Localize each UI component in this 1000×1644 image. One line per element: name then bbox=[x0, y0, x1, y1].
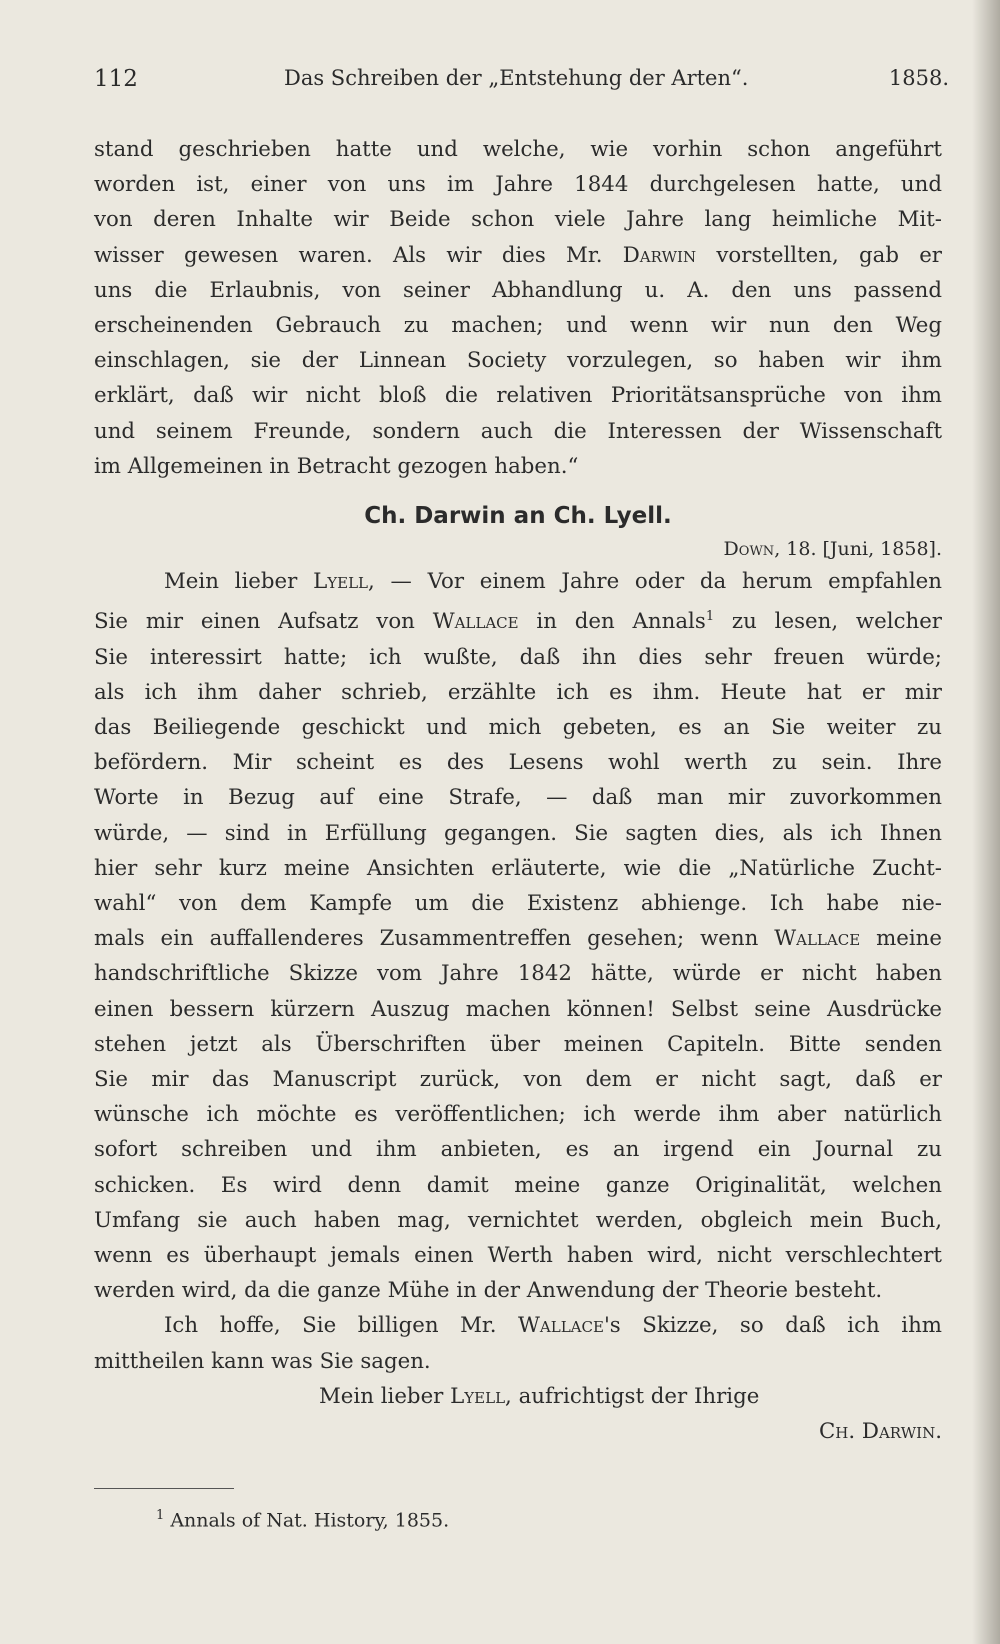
text-line: und seinem Freunde, sondern auch die Interessen der Wissenschaft bbox=[94, 418, 942, 444]
page-edge-shadow bbox=[972, 0, 1000, 1644]
text-line: handschriftliche Skizze vom Jahre 1842 hätte, würde er nicht haben bbox=[94, 961, 942, 987]
running-header bbox=[94, 66, 949, 96]
text-line: im Allgemeinen in Betracht gezogen haben.“ bbox=[94, 453, 579, 479]
footnote-ref: 1 bbox=[705, 609, 715, 625]
letter-dateline: Down, 18. [Juni, 1858]. bbox=[723, 538, 942, 561]
text-line: von deren Inhalte wir Beide schon viele Jahre lang heimliche Mit- bbox=[94, 207, 942, 233]
text-line: das Beiliegende geschickt und mich gebeten, es an Sie weiter zu bbox=[94, 714, 942, 740]
text-line: als ich ihm daher schrieb, erzählte ich es ihm. Heute hat er mir bbox=[94, 679, 942, 705]
text-line: Umfang sie auch haben mag, vernichtet werden, obgleich mein Buch, bbox=[94, 1207, 942, 1233]
text-line: hier sehr kurz meine Ansichten erläuterte, wie die „Natürliche Zucht- bbox=[94, 855, 942, 881]
text-line: werden wird, da die ganze Mühe in der Anwendung der Theorie besteht. bbox=[94, 1278, 883, 1304]
text-line: einen bessern kürzern Auszug machen können! Selbst seine Ausdrücke bbox=[94, 996, 942, 1022]
text-line: Sie mir das Manuscript zurück, von dem er nicht sagt, daß er bbox=[94, 1066, 942, 1092]
letter-heading: Ch. Darwin an Ch. Lyell. bbox=[364, 503, 672, 530]
text-line: Sie interessirt hatte; ich wußte, daß ihn dies sehr freuen würde; bbox=[94, 644, 942, 670]
text-line: uns die Erlaubnis, von seiner Abhandlung u. A. den uns passend bbox=[94, 277, 942, 303]
text-line: erscheinenden Gebrauch zu machen; und wenn wir nun den Weg bbox=[94, 313, 942, 339]
text-line: sofort schreiben und ihm anbieten, es an irgend ein Journal zu bbox=[94, 1137, 942, 1163]
letter-signature: Ch. Darwin. bbox=[818, 1419, 942, 1444]
footnote-mark: 1 bbox=[156, 1508, 165, 1523]
text-line: erklärt, daß wir nicht bloß die relativen Prioritätsansprüche von ihm bbox=[94, 383, 942, 409]
running-title: Das Schreiben der „Entstehung der Arten“. bbox=[284, 66, 749, 90]
name-lyell: Lyell bbox=[313, 569, 369, 595]
text-line: worden ist, einer von uns im Jahre 1844 durchgelesen hatte, und bbox=[94, 172, 942, 198]
text-line: wahl“ von dem Kampfe um die Existenz abhienge. Ich habe nie- bbox=[94, 890, 942, 916]
header-year: 1858. bbox=[888, 66, 949, 90]
text-line: mittheilen kann was Sie sagen. bbox=[94, 1348, 431, 1374]
name-wallace: Wallace bbox=[774, 926, 861, 952]
footnote: $^1$ Annals of Nat. History, 1855. bbox=[156, 1508, 450, 1532]
footnote-rule bbox=[94, 1488, 234, 1489]
body-text bbox=[94, 132, 942, 1449]
text-line: mals ein auffallenderes Zusammentreffen gesehen; wenn Wallace meine bbox=[94, 926, 942, 952]
letter-closing: Mein lieber Lyell, aufrichtigst der Ihrige bbox=[319, 1383, 760, 1409]
text-line: Worte in Bezug auf eine Strafe, — daß man mir zuvorkommen bbox=[94, 785, 942, 811]
text-line: würde, — sind in Erfüllung gegangen. Sie sagten dies, als ich Ihnen bbox=[94, 820, 942, 846]
text-line: schicken. Es wird denn damit meine ganze Originalität, welchen bbox=[94, 1172, 942, 1198]
text-line: stand geschrieben hatte und welche, wie vorhin schon angeführt bbox=[94, 137, 942, 162]
text-line: stehen jetzt als Überschriften über meinen Capiteln. Bitte senden bbox=[94, 1031, 942, 1057]
text-line: Sie mir einen Aufsatz von Wallace in den Annals$^1$ zu lesen, welcher bbox=[94, 609, 942, 635]
name-wallace: Wallace bbox=[432, 609, 519, 635]
name-lyell: Lyell bbox=[450, 1383, 506, 1409]
name-wallace: Wallace bbox=[518, 1313, 604, 1339]
text-line: Ich hoffe, Sie billigen Mr. Wallace's Skizze, so daß ich ihm bbox=[164, 1313, 942, 1339]
name-darwin: Darwin bbox=[622, 242, 697, 268]
text-line: wenn es überhaupt jemals einen Werth haben wird, nicht verschlechtert bbox=[94, 1242, 942, 1268]
text-line: befördern. Mir scheint es des Lesens wohl werth zu sein. Ihre bbox=[94, 750, 942, 776]
text-line: Mein lieber Lyell, — Vor einem Jahre oder da herum empfahlen bbox=[164, 569, 943, 595]
text-line: einschlagen, sie der Linnean Society vorzulegen, so haben wir ihm bbox=[94, 348, 942, 374]
text-line: wisser gewesen waren. Als wir dies Mr. Darwin vorstellten, gab er bbox=[94, 242, 942, 268]
page-number: 112 bbox=[94, 66, 138, 92]
text-line: wünsche ich möchte es veröffentlichen; ich werde ihm aber natürlich bbox=[94, 1102, 942, 1128]
